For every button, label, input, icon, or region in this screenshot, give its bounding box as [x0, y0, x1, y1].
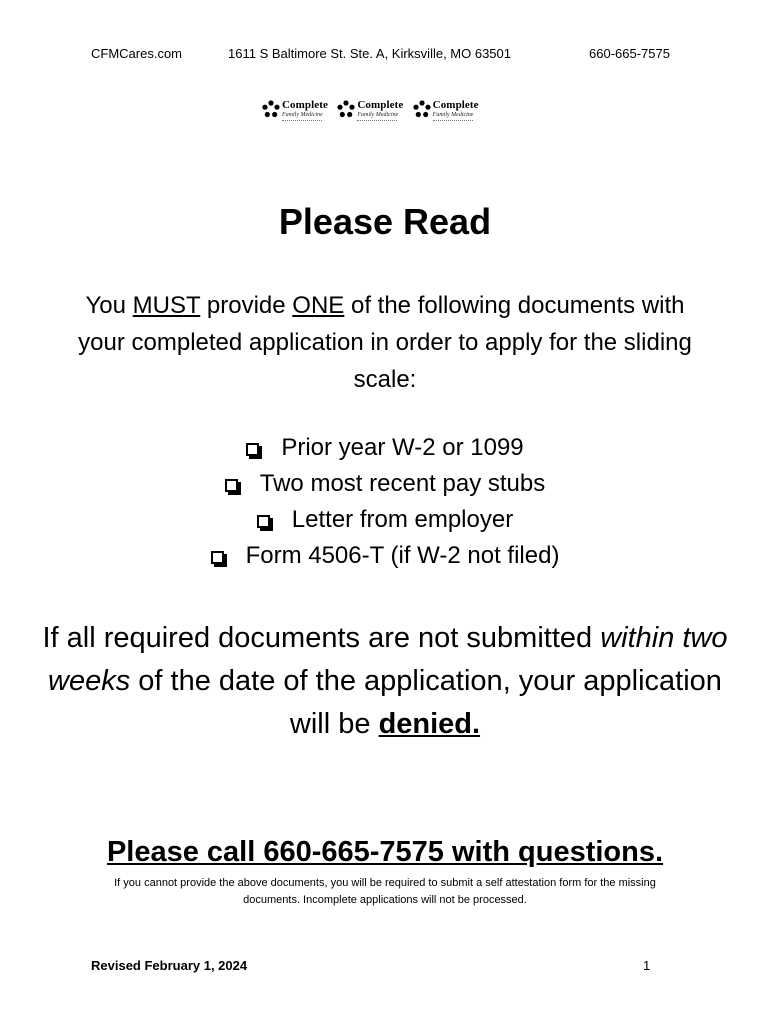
- document-label: Form 4506-T (if W-2 not filed): [245, 542, 560, 569]
- logo-subtitle: Family Medicine: [432, 112, 474, 118]
- flower-logo-icon: [413, 100, 431, 118]
- logo-rule: [282, 120, 322, 123]
- document-label: Letter from employer: [291, 506, 514, 533]
- checkbox-icon: [225, 479, 238, 492]
- list-item: [0, 430, 770, 466]
- footnote: If you cannot provide the above documents, you will be required to submit a self attestation form for the missing documents. Incomplete applications will not be processed.: [114, 877, 656, 906]
- logo-rule: [433, 120, 473, 123]
- flower-logo-icon: [262, 100, 280, 118]
- checkbox-icon: [246, 443, 259, 456]
- intro-text: of the following documents with your completed application in order to apply for the sliding scale:: [78, 292, 692, 393]
- deadline-warning: [40, 617, 730, 746]
- warning-emphasis: within two weeks: [48, 622, 728, 697]
- revision-date: Revised February 1, 2024: [91, 958, 248, 973]
- warning-text: of the date of the application, your application will be: [130, 665, 722, 740]
- logo-word: Complete: [432, 99, 479, 111]
- logo-subtitle: Family Medicine: [282, 112, 323, 118]
- intro-text: provide: [200, 292, 293, 319]
- list-item: [0, 466, 770, 502]
- warning-denied: denied.: [378, 708, 481, 740]
- intro-paragraph: [60, 287, 710, 398]
- header-website: CFMCares.com: [91, 46, 183, 61]
- logo: [262, 100, 329, 126]
- flower-logo-icon: [337, 100, 355, 118]
- page-header: [0, 46, 770, 64]
- document-label: Prior year W-2 or 1099: [281, 434, 524, 461]
- logo: [413, 100, 480, 126]
- intro-must: MUST: [132, 292, 201, 319]
- list-item: [0, 538, 770, 574]
- logo-strip: [262, 100, 480, 128]
- page-title: Please Read: [278, 201, 492, 242]
- checkbox-icon: [211, 551, 224, 564]
- logo-word: Complete: [357, 99, 404, 111]
- page-number: 1: [643, 958, 651, 973]
- document-list: [0, 430, 770, 574]
- intro-text: You: [85, 292, 133, 319]
- header-phone: 660-665-7575: [589, 46, 670, 61]
- call-to-action: Please call 660-665-7575 with questions.: [106, 836, 664, 868]
- logo-subtitle: Family Medicine: [357, 112, 399, 118]
- checkbox-icon: [257, 515, 270, 528]
- logo-rule: [357, 120, 397, 123]
- header-address: 1611 S Baltimore St. Ste. A, Kirksville, MO 63501: [228, 46, 511, 61]
- intro-one: ONE: [292, 292, 345, 319]
- logo-word: Complete: [282, 99, 329, 111]
- logo: [337, 100, 404, 126]
- warning-text: If all required documents are not submitted: [42, 622, 601, 654]
- list-item: [0, 502, 770, 538]
- document-label: Two most recent pay stubs: [259, 470, 546, 497]
